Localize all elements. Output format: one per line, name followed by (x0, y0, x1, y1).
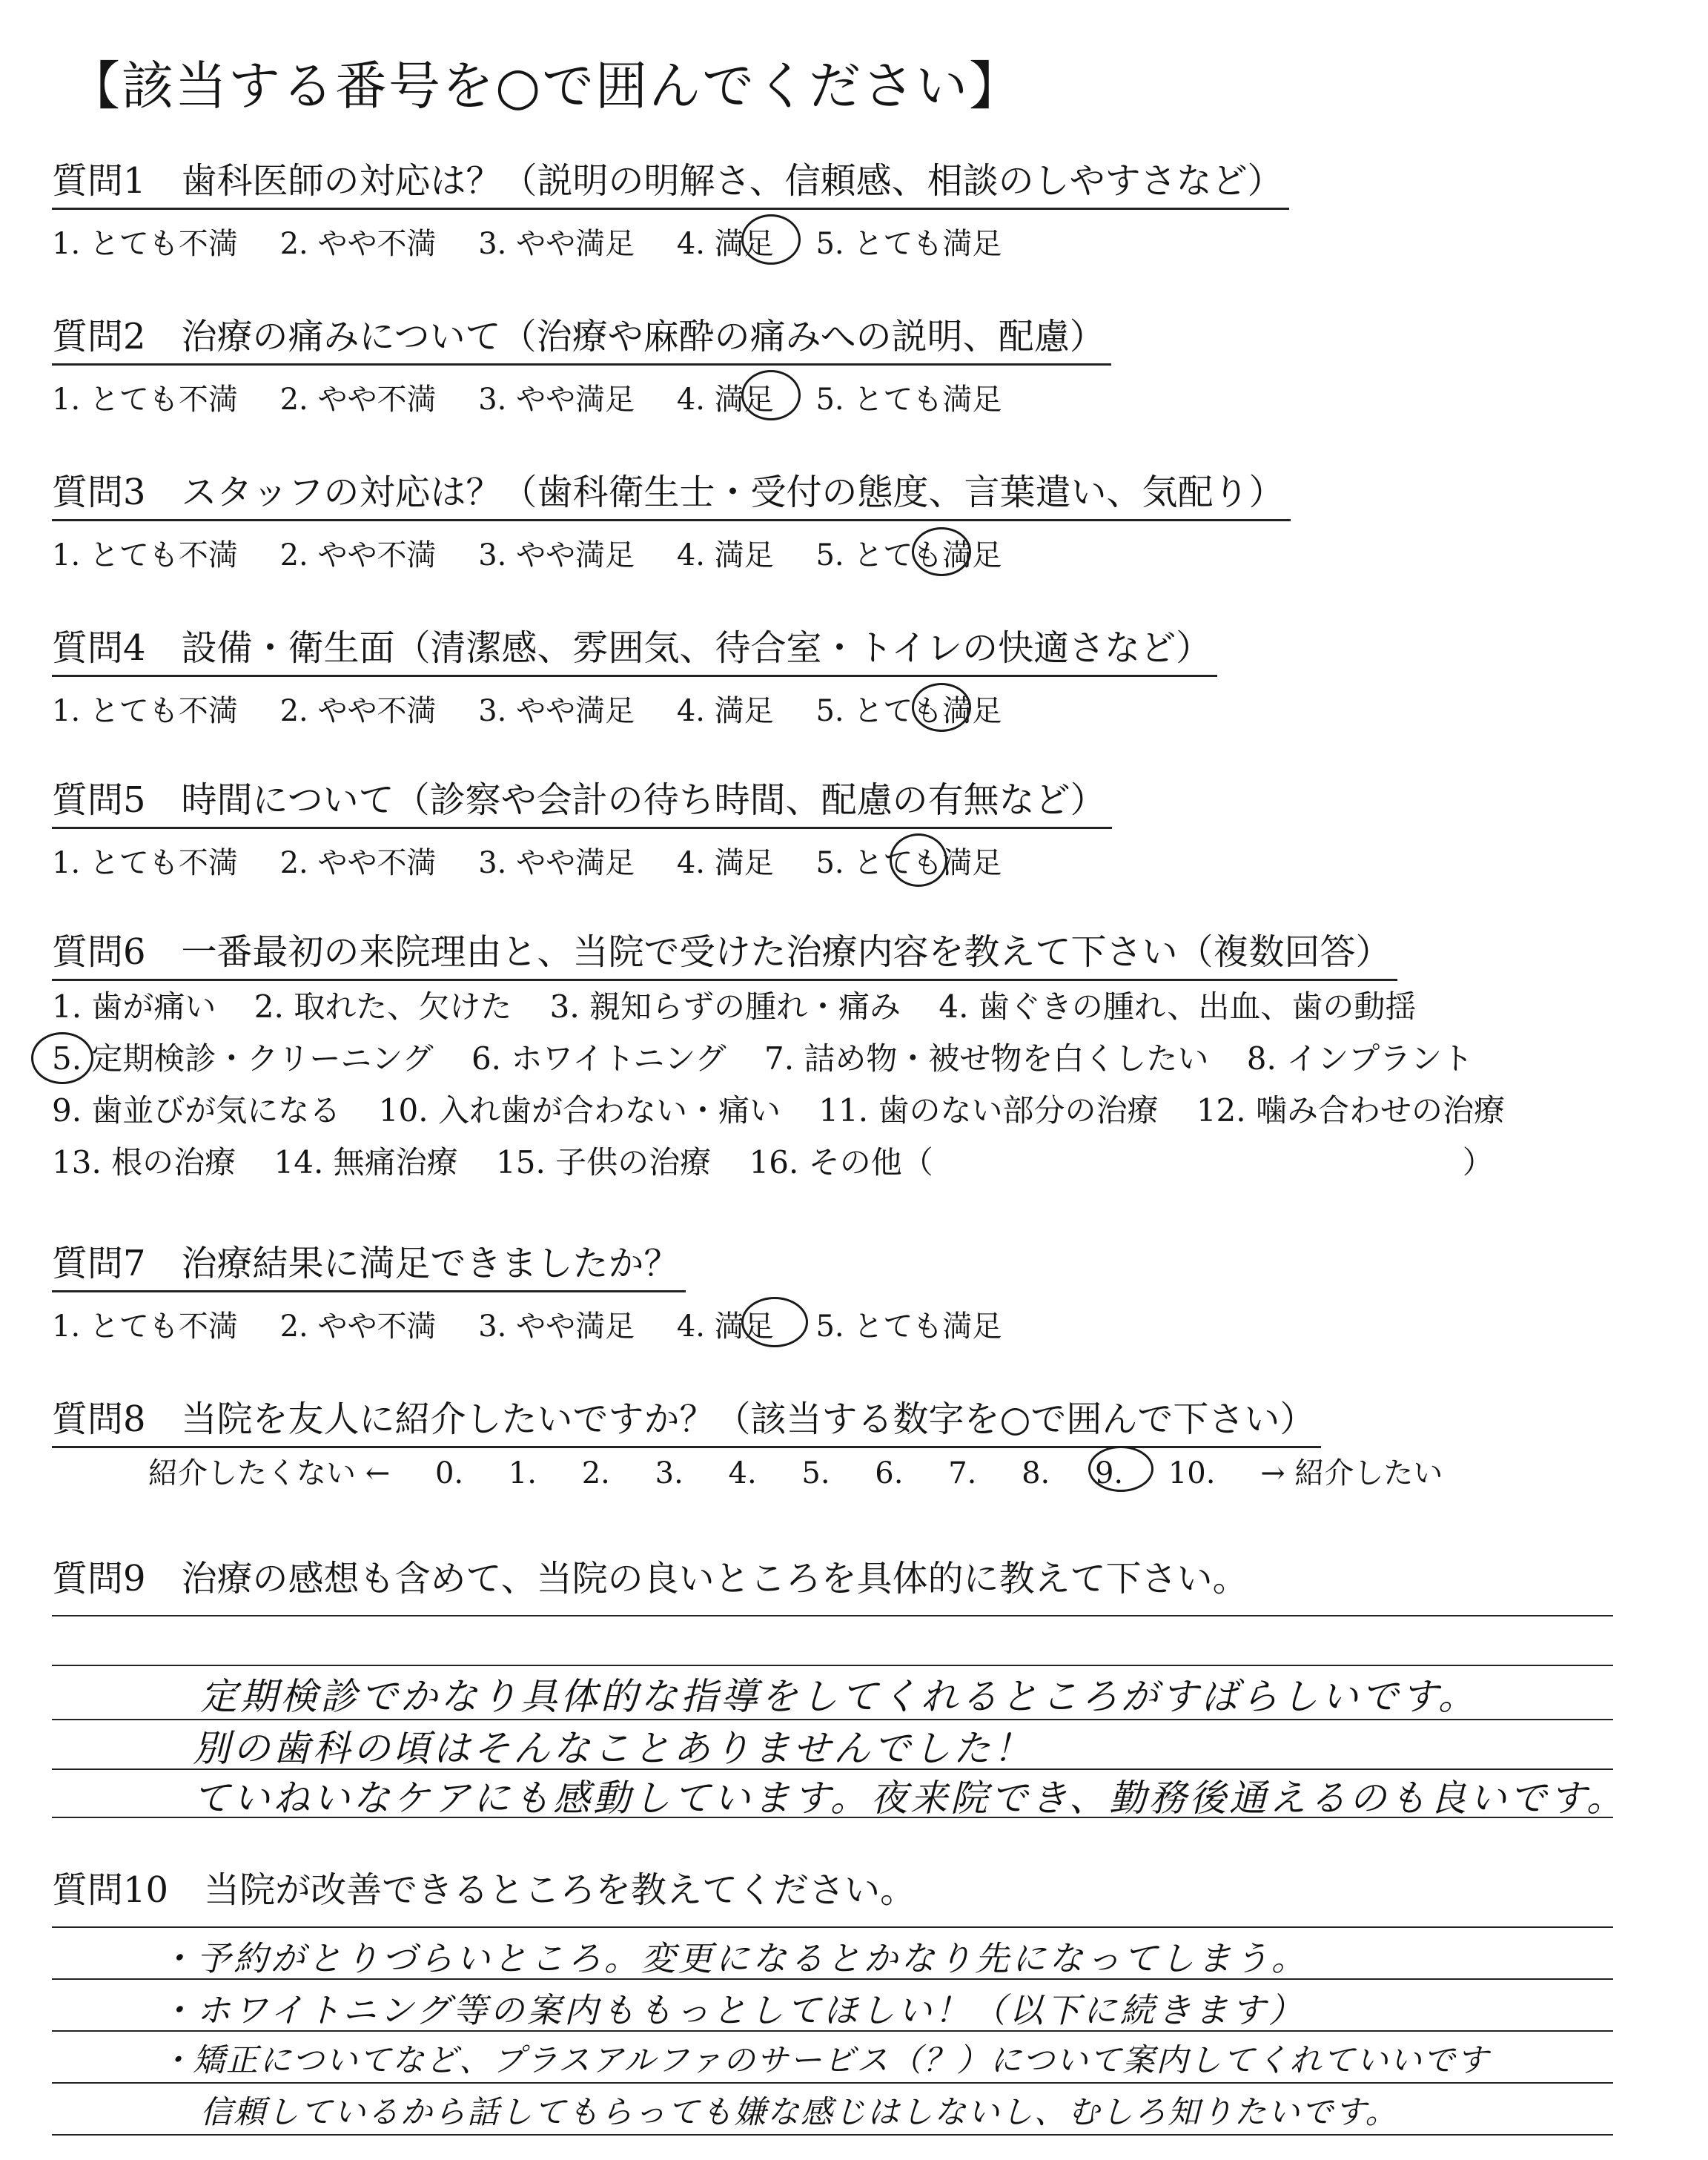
option-3[interactable]: 3. やや満足 (478, 538, 635, 572)
question-3-options (52, 532, 1291, 574)
option-15[interactable]: 15. 子供の治療 (496, 1144, 712, 1180)
option-12[interactable]: 12. 噛み合わせの治療 (1196, 1092, 1505, 1129)
option-3[interactable]: 3. やや満足 (478, 694, 635, 728)
option-4[interactable]: 4. 満足 (676, 227, 774, 261)
question-6-row-2 (52, 1034, 1501, 1079)
q9-answer-line-3: ていねいなケアにも感動しています。夜来院でき、勤務後通えるのも良いです。 (193, 1777, 1626, 1820)
scale-5[interactable]: 5. (801, 1456, 830, 1490)
option-5[interactable]: 5. とても満足 (815, 846, 1002, 880)
page-title: 【該当する番号を○で囲んでください】 (68, 56, 1023, 116)
option-3[interactable]: 3. やや満足 (478, 383, 635, 417)
question-8-label: 質問8 当院を友人に紹介したいですか？（該当する数字を○で囲んで下さい） (52, 1390, 1321, 1448)
q9-answer-line-1: 定期検診でかなり具体的な指導をしてくれるところがすばらしいです。 (200, 1675, 1478, 1718)
question-1-options (52, 220, 1289, 262)
question-8 (52, 1390, 1321, 1448)
option-14[interactable]: 14. 無痛治療 (274, 1144, 458, 1180)
selection-circle (741, 214, 801, 265)
option-1[interactable]: 1. 歯が痛い (52, 988, 216, 1025)
option-4[interactable]: 4. 満足 (676, 383, 774, 417)
question-10 (52, 1861, 916, 1912)
scale-left-label: 紹介したくない ← (148, 1456, 391, 1490)
question-4 (52, 619, 1217, 730)
scale-4[interactable]: 4. (728, 1456, 757, 1490)
option-7[interactable]: 7. 詰め物・被せ物を白くしたい (764, 1040, 1209, 1077)
answer-line (52, 1665, 1613, 1666)
question-5-label: 質問5 時間について（診察や会計の待ち時間、配慮の有無など） (52, 771, 1112, 829)
option-2[interactable]: 2. やや不満 (279, 227, 437, 261)
question-5-options (52, 839, 1112, 882)
option-2[interactable]: 2. やや不満 (279, 538, 437, 572)
option-3[interactable]: 3. やや満足 (478, 1309, 635, 1344)
question-2-label: 質問2 治療の痛みについて（治療や麻酔の痛みへの説明、配慮） (52, 308, 1111, 366)
question-1 (52, 152, 1289, 262)
selection-circle (1088, 1446, 1153, 1492)
q10-answer-line-4: 信頼しているから話してもらっても嫌な感じはしないし、むしろ知りたいです。 (200, 2094, 1399, 2131)
selection-circle (912, 683, 971, 732)
answer-line (52, 1615, 1613, 1616)
option-3[interactable]: 3. やや満足 (478, 227, 635, 261)
question-6-row-3 (52, 1086, 1533, 1131)
option-5[interactable]: 5. とても満足 (815, 227, 1002, 261)
question-2 (52, 308, 1111, 418)
option-3[interactable]: 3. やや満足 (478, 846, 635, 880)
scale-7[interactable]: 7. (948, 1456, 977, 1490)
question-9-label: 質問9 治療の感想も含めて、当院の良いところを具体的に教えて下さい。 (52, 1558, 1248, 1599)
option-16[interactable]: 16. その他（ ） (749, 1144, 1494, 1180)
option-2[interactable]: 2. やや不満 (279, 846, 437, 880)
answer-line (52, 2134, 1613, 2136)
question-9 (52, 1550, 1248, 1601)
option-13[interactable]: 13. 根の治療 (52, 1144, 236, 1180)
selection-circle (741, 1297, 808, 1347)
option-5[interactable]: 5. とても満足 (815, 1309, 1002, 1344)
question-8-scale (148, 1450, 1478, 1492)
option-6[interactable]: 6. ホワイトニング (471, 1040, 726, 1077)
option-4[interactable]: 4. 歯ぐきの腫れ、出血、歯の動揺 (939, 988, 1417, 1025)
answer-line (52, 2082, 1613, 2084)
question-1-label: 質問1 歯科医師の対応は？（説明の明解さ、信頼感、相談のしやすさなど） (52, 152, 1289, 210)
selection-circle (890, 833, 947, 887)
question-5 (52, 771, 1112, 882)
option-1[interactable]: 1. とても不満 (52, 227, 238, 261)
option-2[interactable]: 2. やや不満 (279, 694, 437, 728)
question-6-row-4 (52, 1138, 1522, 1183)
question-6-row-1 (52, 982, 1444, 1027)
option-5[interactable]: 5. 定期検診・クリーニング (52, 1040, 434, 1077)
selection-circle (912, 527, 971, 576)
option-4[interactable]: 4. 満足 (676, 1309, 774, 1344)
question-7-label: 質問7 治療結果に満足できましたか？ (52, 1235, 686, 1292)
q10-answer-line-2: ・ホワイトニング等の案内ももっとしてほしい！（以下に続きます） (159, 1990, 1305, 2030)
option-4[interactable]: 4. 満足 (676, 846, 774, 880)
option-1[interactable]: 1. とても不満 (52, 538, 238, 572)
option-8[interactable]: 8. インプラント (1246, 1040, 1474, 1077)
question-7-options (52, 1303, 1034, 1345)
option-5[interactable]: 5. とても満足 (815, 383, 1002, 417)
q10-answer-line-3: ・矯正についてなど、プラスアルファのサービス（？）について案内してくれていいです (159, 2042, 1490, 2079)
answer-line (52, 1926, 1613, 1928)
scale-3[interactable]: 3. (655, 1456, 683, 1490)
question-6 (52, 923, 1397, 981)
option-10[interactable]: 10. 入れ歯が合わない・痛い (378, 1092, 781, 1129)
question-2-options (52, 376, 1111, 418)
question-10-label: 質問10 当院が改善できるところを教えてください。 (52, 1869, 916, 1911)
scale-6[interactable]: 6. (875, 1456, 904, 1490)
question-7 (52, 1235, 1034, 1345)
scale-1[interactable]: 1. (508, 1456, 537, 1490)
option-5[interactable]: 5. とても満足 (815, 538, 1002, 572)
scale-right-label: → 紹介したい (1260, 1456, 1443, 1490)
option-4[interactable]: 4. 満足 (676, 538, 774, 572)
scale-2[interactable]: 2. (581, 1456, 610, 1490)
option-2[interactable]: 2. 取れた、欠けた (254, 988, 512, 1025)
q9-answer-line-2: 別の歯科の頃はそんなことありませんでした！ (193, 1727, 1033, 1770)
option-3[interactable]: 3. 親知らずの腫れ・痛み (549, 988, 901, 1025)
question-3-label: 質問3 スタッフの対応は？（歯科衛生士・受付の態度、言葉遣い、気配り） (52, 463, 1291, 521)
scale-10[interactable]: 10. (1168, 1456, 1216, 1490)
scale-9[interactable]: 9. (1094, 1456, 1124, 1490)
option-2[interactable]: 2. やや不満 (279, 383, 437, 417)
selection-circle (741, 370, 801, 420)
question-3 (52, 463, 1291, 574)
option-2[interactable]: 2. やや不満 (279, 1309, 437, 1344)
option-11[interactable]: 11. 歯のない部分の治療 (818, 1092, 1159, 1129)
option-1[interactable]: 1. とても不満 (52, 1309, 238, 1344)
option-5[interactable]: 5. とても満足 (815, 694, 1002, 728)
question-4-options (52, 687, 1217, 730)
scale-8[interactable]: 8. (1022, 1456, 1050, 1490)
q10-answer-line-1: ・予約がとりづらいところ。変更になるとかなり先になってしまう。 (159, 1938, 1308, 1978)
option-4[interactable]: 4. 満足 (676, 694, 774, 728)
option-1[interactable]: 1. とても不満 (52, 694, 238, 728)
question-6-label: 質問6 一番最初の来院理由と、当院で受けた治療内容を教えて下さい（複数回答） (52, 923, 1397, 981)
scale-0[interactable]: 0. (434, 1456, 464, 1490)
selection-circle (31, 1032, 93, 1084)
option-1[interactable]: 1. とても不満 (52, 846, 238, 880)
question-4-label: 質問4 設備・衛生面（清潔感、雰囲気、待合室・トイレの快適さなど） (52, 619, 1217, 677)
option-1[interactable]: 1. とても不満 (52, 383, 238, 417)
option-9[interactable]: 9. 歯並びが気になる (52, 1092, 341, 1129)
